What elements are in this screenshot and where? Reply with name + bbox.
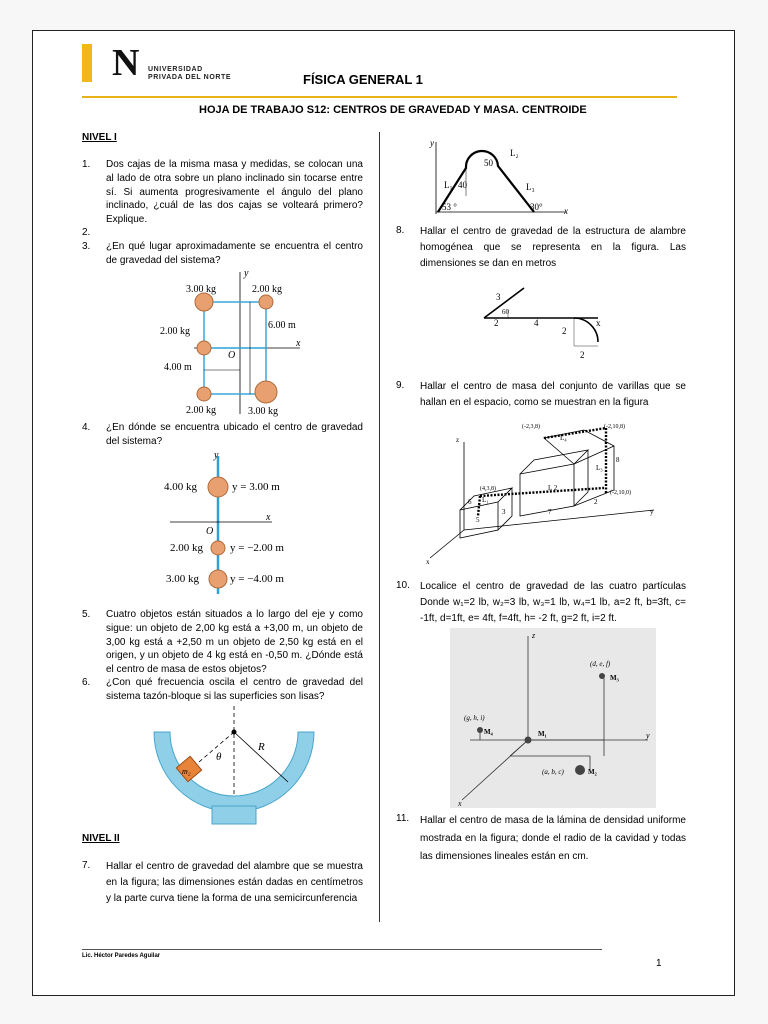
fig8b-axis-x: x [596, 318, 601, 328]
figure-6-bowl-block [150, 702, 320, 828]
question-10-text: Localice el centro de gravedad de las cuatro partículas Donde w₁=2 lb, w₂=3 lb, w₃=1 lb, w₄=1 lb, a=2 ft, b=3ft, c= -1ft, d=1ft, e= 4ft, f=4ft, h= -2 ft, g=2 ft, i=2 ft. [420, 581, 686, 624]
fig8-L1: L₁ [444, 180, 453, 190]
figure-3-mass-system [160, 266, 310, 418]
fig8-angle-2: 30° [530, 202, 543, 212]
page-title: FÍSICA GENERAL 1 [303, 72, 423, 87]
fig8b-dim-2a: 2 [494, 318, 499, 328]
question-10-number: 10. [396, 580, 410, 591]
university-logo-text: UNIVERSIDAD PRIVADA DEL NORTE [148, 66, 232, 81]
fig3-mass-bottom-right: 3.00 kg [248, 406, 278, 417]
question-3-number: 3. [82, 241, 91, 252]
fig9-L1: L₁ [482, 496, 489, 504]
fig4-axis-y: y [214, 450, 219, 461]
fig10-M3: M₃ [610, 674, 619, 682]
logo-bar [82, 44, 92, 82]
fig9-L4: L₄ [560, 434, 567, 442]
fig8b-dim-4: 4 [534, 318, 539, 328]
worksheet-subtitle: HOJA DE TRABAJO S12: CENTROS DE GRAVEDAD Y MASA. CENTROIDE [199, 104, 587, 116]
fig4-origin: O [206, 526, 214, 537]
fig10-M2: M₂ [588, 768, 597, 776]
question-8-text: Hallar el centro de gravedad de la estructura de alambre homogénea que se representa en la figura. Las dimensiones se dan en metros [420, 226, 686, 269]
fig8-height: 40 [458, 180, 467, 190]
fig8-axis-y: y [430, 138, 434, 148]
question-11-text: Hallar el centro de masa de la lámina de densidad uniforme mostrada en la figura; donde el radio de la cavidad y todas las dimensiones lineales están en cm. [420, 815, 686, 862]
fig4-axis-x: x [266, 512, 271, 523]
fig3-mass-mid-left: 2.00 kg [160, 326, 190, 337]
fig9-L3: L₃ [596, 464, 603, 472]
fig9-L2: L 2 [548, 484, 558, 492]
fig9-axis-y: y [650, 508, 654, 516]
fig9-dim-2: 2 [594, 498, 598, 506]
fig3-axis-x: x [296, 338, 301, 349]
fig10-M4: M₄ [484, 728, 493, 736]
question-8-number: 8. [396, 225, 405, 236]
fig8b-angle-60: 60 [502, 308, 509, 316]
fig9-axis-x: x [426, 558, 430, 566]
figure-9-rods-3d [424, 418, 664, 566]
fig10-coords-ghi: (g, h, i) [464, 714, 485, 722]
fig6-mass-label: m₂ [182, 767, 191, 776]
footer-rule [82, 949, 602, 950]
fig4-y-3: y = −4.00 m [230, 573, 284, 585]
section-heading-nivel-2: NIVEL II [82, 833, 120, 844]
fig6-radius: R [258, 741, 265, 753]
fig9-point-1: (-2,3,8) [522, 424, 540, 430]
fig9-point-3: (4,3,8) [480, 486, 496, 492]
footer-author: Lic. Héctor Paredes Aguilar [82, 953, 161, 959]
fig10-coords-abc: (a, b, c) [542, 768, 564, 776]
fig8-L2: L₂ [510, 148, 519, 158]
fig8-axis-x: x [564, 206, 568, 216]
question-7-text: Hallar el centro de gravedad del alambre que se muestra en la figura; las dimensiones están dadas en centímetros y la parte curva tiene la forma de una semicircunferencia [106, 861, 363, 904]
figure-8b-wire-dimensions [478, 282, 608, 362]
fig9-axis-z: z [456, 436, 460, 444]
question-4-number: 4. [82, 422, 91, 433]
question-9-number: 9. [396, 380, 405, 391]
section-heading-nivel-1: NIVEL I [82, 132, 117, 143]
question-3-text: ¿En qué lugar aproximadamente se encuentra el centro de gravedad del sistema? [106, 241, 363, 266]
question-5-number: 5. [82, 609, 91, 620]
figure-10-particles-3d [450, 628, 656, 808]
fig9-dim-8: 8 [616, 456, 620, 464]
question-6-number: 6. [82, 677, 91, 688]
fig4-mass-3: 3.00 kg [166, 573, 199, 585]
fig8-top-label: 50 [484, 158, 493, 168]
figure-8-wire-structure [426, 136, 576, 220]
question-6-text: ¿Con qué frecuencia oscila el centro de gravedad del sistema tazón-bloque si las superficies son lisas? [106, 677, 363, 702]
question-7-number: 7. [82, 860, 91, 871]
fig8b-dim-2c: 2 [580, 350, 585, 360]
fig8b-dim-2b: 2 [562, 326, 567, 336]
fig3-mass-bottom-left: 2.00 kg [186, 405, 216, 416]
fig8b-dim-3: 3 [496, 292, 501, 302]
fig9-dim-3: 3 [502, 508, 506, 516]
question-5-text: Cuatro objetos están situados a lo largo del eje y como sigue: un objeto de 2,00 kg está a +3,00 m, un objeto de 3,00 kg está a +2,50 m un objeto de 2,50 kg está en el origen, y un objeto de 4 kg está en -0,50 m. ¿Dónde está el centro de masa de estos objetos? [106, 609, 363, 676]
fig10-axis-y: y [646, 731, 650, 740]
fig4-y-1: y = 3.00 m [232, 481, 280, 493]
fig9-dim-5: 5 [476, 516, 480, 524]
fig3-mass-top-right: 2.00 kg [252, 284, 282, 295]
fig3-dim-vertical: 6.00 m [268, 320, 296, 331]
fig4-y-2: y = −2.00 m [230, 542, 284, 554]
fig9-dim-7: 7 [548, 508, 552, 516]
fig9-dim-6: 6 [468, 498, 472, 506]
fig4-mass-2: 2.00 kg [170, 542, 203, 554]
fig3-axis-y: y [244, 268, 249, 279]
question-11-number: 11. [396, 813, 410, 824]
fig3-dim-horizontal: 4.00 m [164, 362, 192, 373]
header-rule [82, 96, 677, 98]
question-1-number: 1. [82, 159, 91, 170]
figure-4-vertical-masses [160, 450, 310, 598]
university-logo-mark: N [112, 42, 140, 84]
fig10-axis-z: z [532, 631, 536, 640]
question-9-text: Hallar el centro de masa del conjunto de varillas que se hallan en el espacio, como se muestran en la figura [420, 381, 686, 408]
fig6-theta: θ [216, 751, 222, 763]
fig9-point-2: (-2,10,8) [604, 424, 625, 430]
fig3-mass-top-left: 3.00 kg [186, 284, 216, 295]
question-4-text: ¿En dónde se encuentra ubicado el centro de gravedad del sistema? [106, 422, 363, 447]
question-2-number: 2. [82, 227, 91, 238]
fig10-coords-def: (d, e, f) [590, 660, 611, 668]
fig4-mass-1: 4.00 kg [164, 481, 197, 493]
page-number: 1 [656, 958, 662, 969]
fig3-origin: O [228, 350, 236, 361]
fig8-L3: L₃ [526, 182, 535, 192]
fig8-angle-1: 53 ° [442, 202, 457, 212]
fig10-axis-x: x [458, 799, 462, 808]
fig10-M1: M₁ [538, 730, 547, 738]
column-divider [379, 132, 380, 922]
fig9-point-4: (-2,10,0) [610, 490, 631, 496]
question-1-text: Dos cajas de la misma masa y medidas, se colocan una al lado de otra sobre un plano inclinado sin tocarse entre sí. Si aumenta progresivamente el ángulo del plano inclinado, ¿cuál de las dos cajas se volteará primero? Explique. [106, 159, 363, 226]
